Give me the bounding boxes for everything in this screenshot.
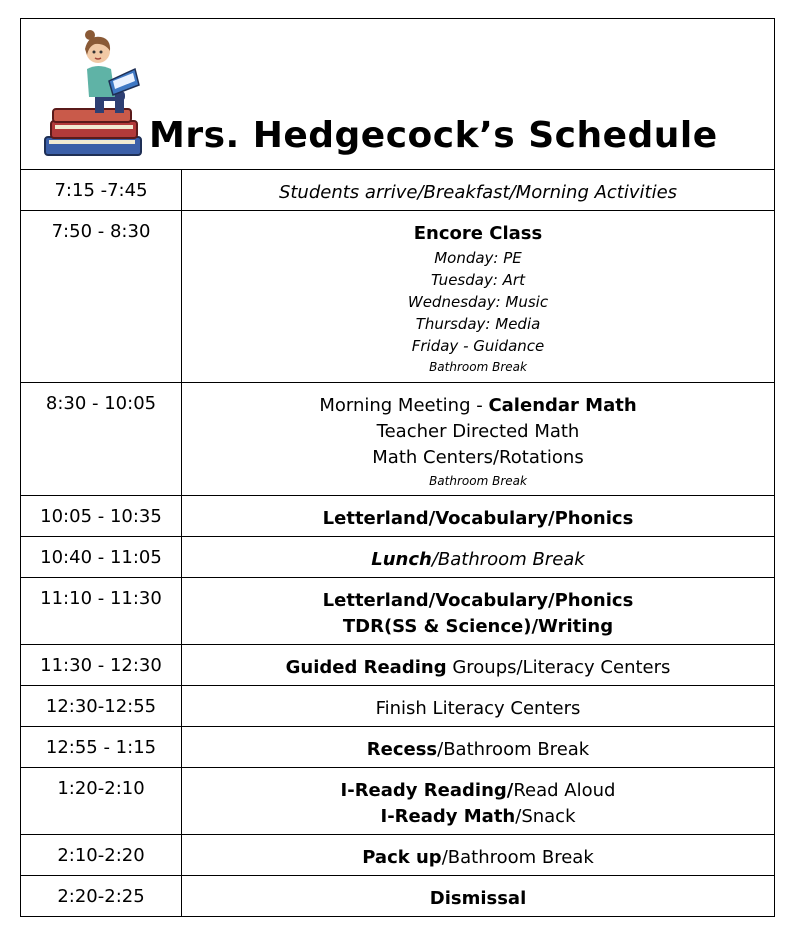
table-row — [21, 835, 775, 876]
time-cell: 11:10 - 11:30 — [21, 578, 182, 645]
table-row — [21, 170, 775, 211]
time-cell: 1:20-2:10 — [21, 768, 182, 835]
table-row — [21, 578, 775, 645]
table-row — [21, 537, 775, 578]
activity-cell: Encore Class Monday: PE Tuesday: Art Wednesday: Music Thursday: Media Friday - Guidance Bathroom Break — [182, 211, 775, 383]
time-cell: 7:50 - 8:30 — [21, 211, 182, 383]
time-cell: 8:30 - 10:05 — [21, 383, 182, 496]
activity-cell: Students arrive/Breakfast/Morning Activities — [182, 170, 775, 211]
activity-cell: Finish Literacy Centers — [182, 686, 775, 727]
teacher-reading-avatar-icon — [43, 29, 143, 164]
activity-cell: Pack up/Bathroom Break — [182, 835, 775, 876]
schedule-table — [20, 169, 775, 917]
time-cell: 2:10-2:20 — [21, 835, 182, 876]
activity-cell: Guided Reading Groups/Literacy Centers — [182, 645, 775, 686]
table-row — [21, 686, 775, 727]
table-row — [21, 876, 775, 917]
page-title: Mrs. Hedgecock’s Schedule — [149, 115, 718, 156]
activity-cell: Morning Meeting - Calendar Math Teacher Directed Math Math Centers/Rotations Bathroom Break — [182, 383, 775, 496]
time-cell: 10:40 - 11:05 — [21, 537, 182, 578]
time-cell: 10:05 - 10:35 — [21, 496, 182, 537]
table-row — [21, 768, 775, 835]
table-row — [21, 496, 775, 537]
time-cell: 7:15 -7:45 — [21, 170, 182, 211]
time-cell: 12:30-12:55 — [21, 686, 182, 727]
activity-cell: Lunch/Bathroom Break — [182, 537, 775, 578]
table-row — [21, 211, 775, 383]
activity-cell: Letterland/Vocabulary/Phonics TDR(SS & Science)/Writing — [182, 578, 775, 645]
table-row — [21, 645, 775, 686]
table-row — [21, 383, 775, 496]
time-cell: 12:55 - 1:15 — [21, 727, 182, 768]
activity-cell: I-Ready Reading/Read Aloud I-Ready Math/Snack — [182, 768, 775, 835]
table-row — [21, 727, 775, 768]
time-cell: 11:30 - 12:30 — [21, 645, 182, 686]
schedule-sheet — [20, 18, 775, 917]
activity-cell: Letterland/Vocabulary/Phonics — [182, 496, 775, 537]
time-cell: 2:20-2:25 — [21, 876, 182, 917]
schedule-header — [20, 18, 775, 169]
activity-cell: Dismissal — [182, 876, 775, 917]
activity-cell: Recess/Bathroom Break — [182, 727, 775, 768]
